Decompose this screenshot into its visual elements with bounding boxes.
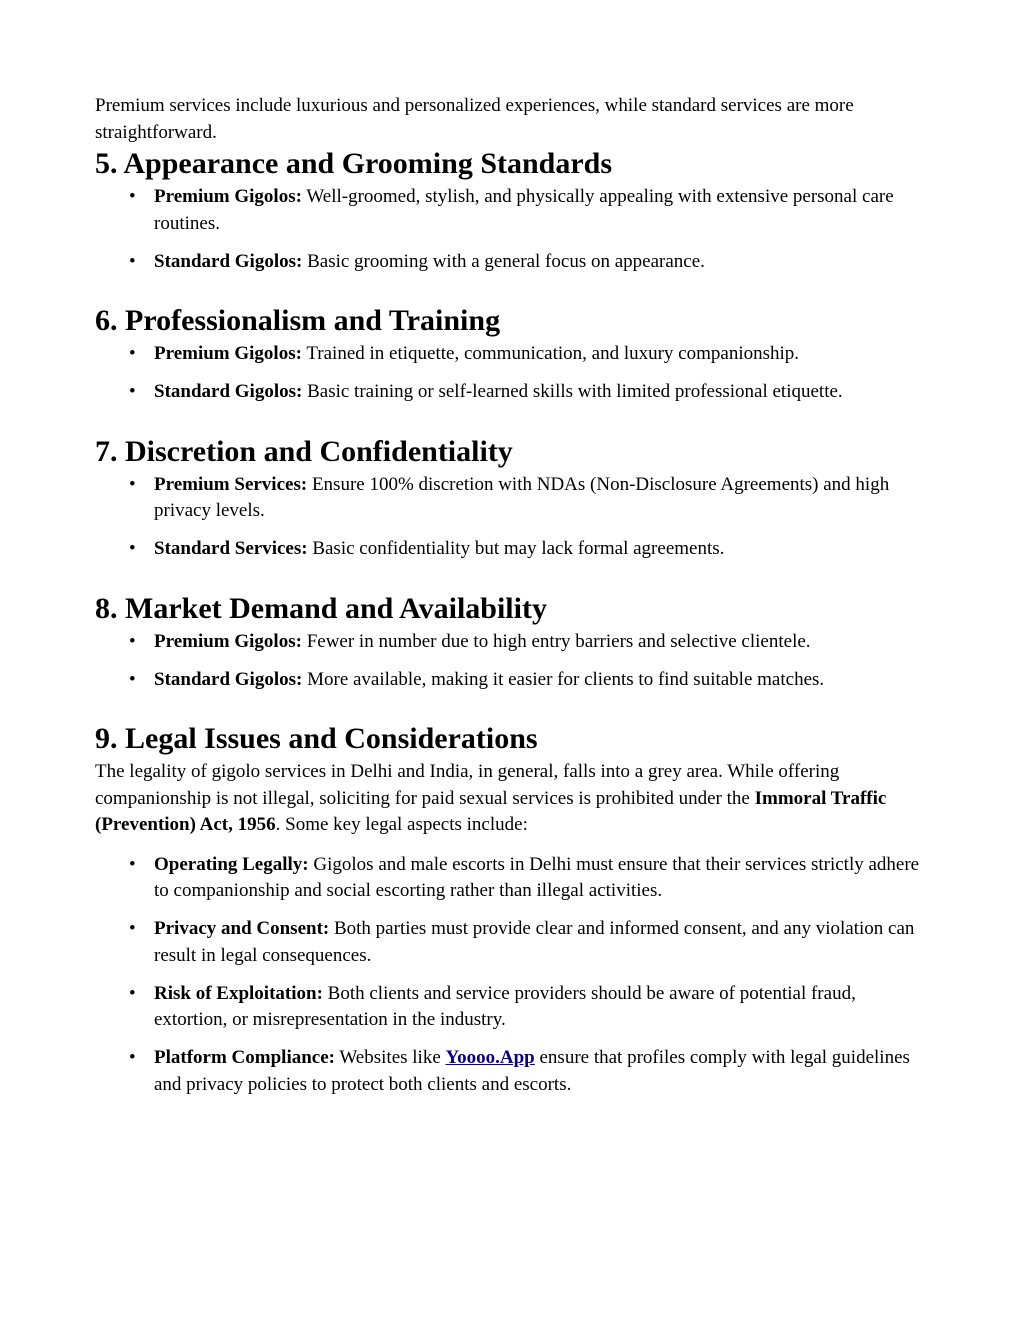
bullet-icon: • (129, 1047, 136, 1068)
bullet-icon: • (129, 668, 136, 690)
item-text: Both parties must provide clear and informed consent, and any violation can result in legal consequences. (154, 918, 915, 966)
list-item (95, 536, 930, 563)
legal-text-after: . Some key legal aspects include: (275, 814, 528, 835)
item-text: Well-groomed, stylish, and physically appealing with extensive personal care routines. (154, 186, 894, 234)
item-text: Trained in etiquette, communication, and luxury companionship. (301, 343, 800, 364)
list-item (95, 472, 930, 525)
bullet-icon: • (129, 381, 136, 402)
item-text: Websites like (334, 1047, 446, 1068)
list-item (95, 1045, 930, 1098)
bullet-icon: • (129, 250, 136, 272)
item-text: Gigolos and male escorts in Delhi must ensure that their services strictly adhere to companionship and social escorting rather than illegal activities. (154, 853, 920, 901)
bullet-list (95, 184, 930, 275)
section-heading: 9. Legal Issues and Considerations (95, 722, 538, 755)
section-discretion (95, 434, 930, 563)
section-appearance (95, 146, 930, 275)
section-legal (95, 721, 930, 1098)
bullet-icon: • (129, 853, 136, 875)
item-text: Basic training or self-learned skills with limited professional etiquette. (302, 381, 843, 402)
item-label: Premium Gigolos: (154, 343, 302, 364)
list-item (95, 184, 930, 237)
list-item (95, 667, 930, 694)
list-item (95, 379, 930, 406)
list-item (95, 981, 930, 1034)
item-text: More available, making it easier for clients to find suitable matches. (302, 668, 825, 690)
item-label: Risk of Exploitation: (154, 982, 323, 1004)
bullet-icon: • (129, 918, 136, 939)
bullet-list (95, 852, 930, 1099)
item-label: Premium Gigolos: (154, 630, 302, 652)
section-heading: 7. Discretion and Confidentiality (95, 434, 513, 468)
list-item (95, 629, 930, 656)
bullet-icon: • (129, 473, 136, 495)
item-text: ensure that profiles comply with legal guidelines and privacy policies to protect both clients and escorts. (154, 1047, 910, 1095)
item-text: Basic confidentiality but may lack formal agreements. (307, 538, 725, 559)
bullet-icon: • (129, 186, 136, 207)
list-item (95, 852, 930, 905)
bullet-list (95, 629, 930, 694)
item-text: Basic grooming with a general focus on appearance. (302, 250, 705, 272)
yoooo-app-link[interactable]: Yoooo.App (445, 1047, 535, 1068)
section-market-demand (95, 591, 930, 694)
act-name: Immoral Traffic (Prevention) Act, 1956 (95, 787, 887, 835)
bullet-list (95, 341, 930, 406)
bullet-icon: • (129, 630, 136, 652)
item-label: Operating Legally: (154, 853, 309, 875)
bullet-icon: • (129, 343, 136, 364)
section-professionalism (95, 303, 930, 406)
legal-text-before: The legality of gigolo services in Delhi and India, in general, falls into a grey area. While offering companionship is not illegal, soliciting for paid sexual services is prohibited under the (95, 761, 840, 809)
intro-paragraph: Premium services include luxurious and personalized experiences, while standard services are more straightforward. (95, 95, 854, 143)
item-label: Premium Services: (154, 473, 308, 495)
item-text: Fewer in number due to high entry barriers and selective clientele. (301, 630, 811, 652)
list-item (95, 341, 930, 368)
item-label: Standard Gigolos: (154, 250, 303, 272)
section-heading: 8. Market Demand and Availability (95, 591, 547, 625)
bullet-list (95, 472, 930, 563)
item-label: Platform Compliance: (154, 1047, 335, 1068)
list-item (95, 916, 930, 969)
item-label: Standard Gigolos: (154, 668, 303, 690)
item-label: Privacy and Consent: (154, 918, 330, 939)
list-item (95, 249, 930, 276)
bullet-icon: • (129, 538, 136, 559)
document-page (95, 93, 930, 1126)
item-label: Standard Gigolos: (154, 381, 303, 402)
bullet-icon: • (129, 982, 136, 1004)
legal-paragraph (95, 759, 930, 839)
section-heading: 5. Appearance and Grooming Standards (95, 147, 613, 180)
item-text: Ensure 100% discretion with NDAs (Non-Disclosure Agreements) and high privacy levels. (154, 473, 890, 521)
item-label: Standard Services: (154, 538, 308, 559)
section-heading: 6. Professionalism and Training (95, 304, 501, 337)
item-text: Both clients and service providers should be aware of potential fraud, extortion, or misrepresentation in the industry. (154, 982, 856, 1030)
item-label: Premium Gigolos: (154, 186, 302, 207)
